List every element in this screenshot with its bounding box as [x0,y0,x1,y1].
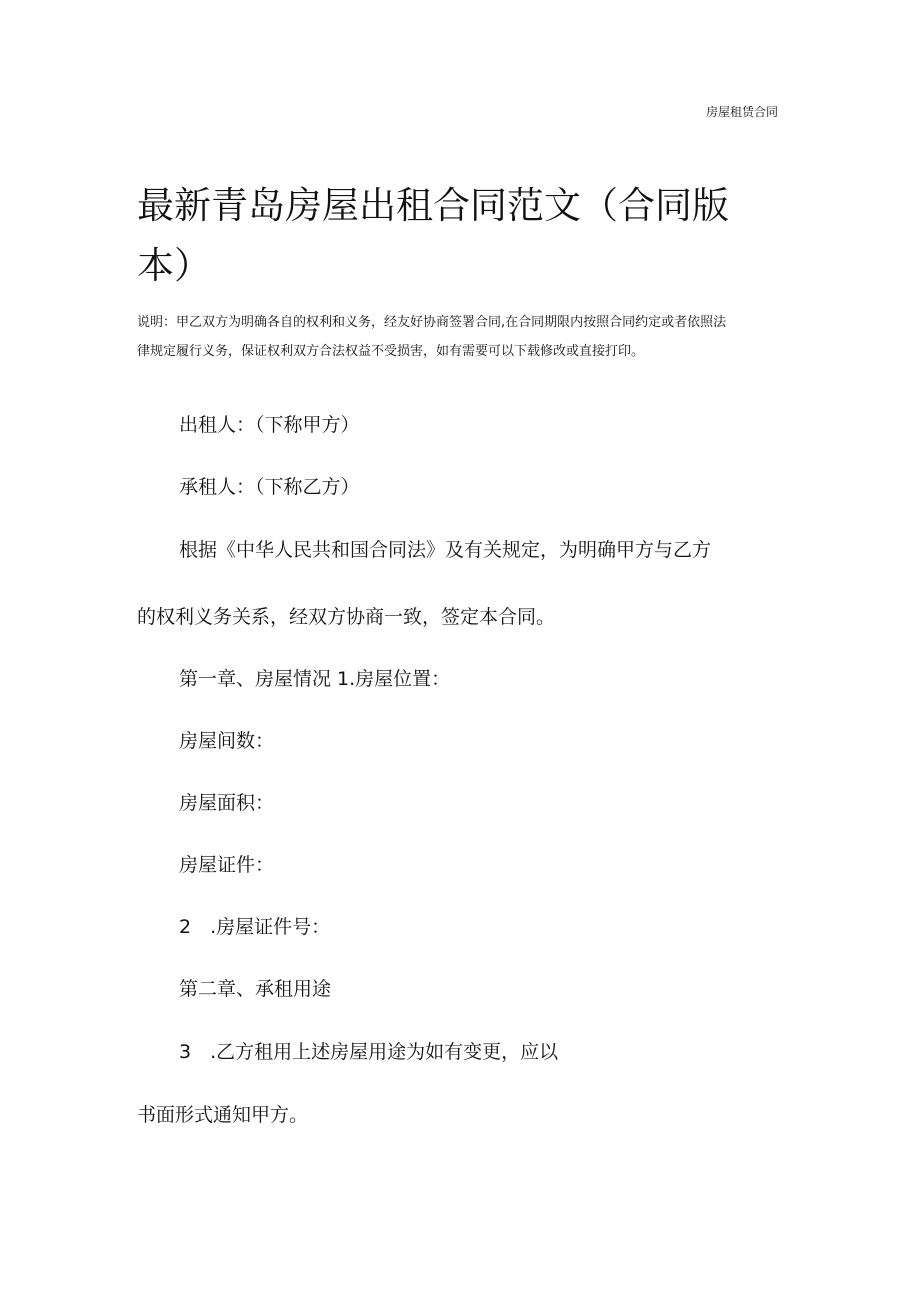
legal-basis-line-2: 的权利义务关系，经双方协商一致，签定本合同。 [137,606,556,628]
note-line-2: 律规定履行义务，保证权利双方合法权益不受损害，如有需要可以下载修改或直接打印。 [137,344,645,359]
room-certificate-field: 房屋证件： [179,854,275,876]
document-note [137,308,817,366]
certificate-number-field: 2 .房屋证件号： [179,916,331,938]
running-header: 房屋租赁合同 [706,105,779,119]
lessee-line: 承租人：（下称乙方） [179,476,360,498]
legal-basis-line-1: 根据《中华人民共和国合同法》及有关规定，为明确甲方与乙方 [179,539,712,561]
note-line-1: 说明：甲乙双方为明确各自的权利和义务，经友好协商签署合同,在合同期限内按照合同约定或者依照法 [137,315,727,330]
room-area-field: 房屋面积： [179,792,275,814]
usage-clause-line-1: 3 .乙方租用上述房屋用途为如有变更，应以 [179,1041,559,1063]
title-line-2: 本） [137,244,211,287]
chapter-2-heading: 第二章、承租用途 [179,978,332,1000]
usage-clause-line-2: 书面形式通知甲方。 [137,1104,309,1126]
document-title [137,176,747,296]
chapter-1-heading: 第一章、房屋情况 1.房屋位置： [179,668,451,690]
lessor-line: 出租人：（下称甲方） [179,414,360,436]
room-count-field: 房屋间数： [179,730,275,752]
title-line-1: 最新青岛房屋出租合同范文（合同版 [137,184,729,227]
